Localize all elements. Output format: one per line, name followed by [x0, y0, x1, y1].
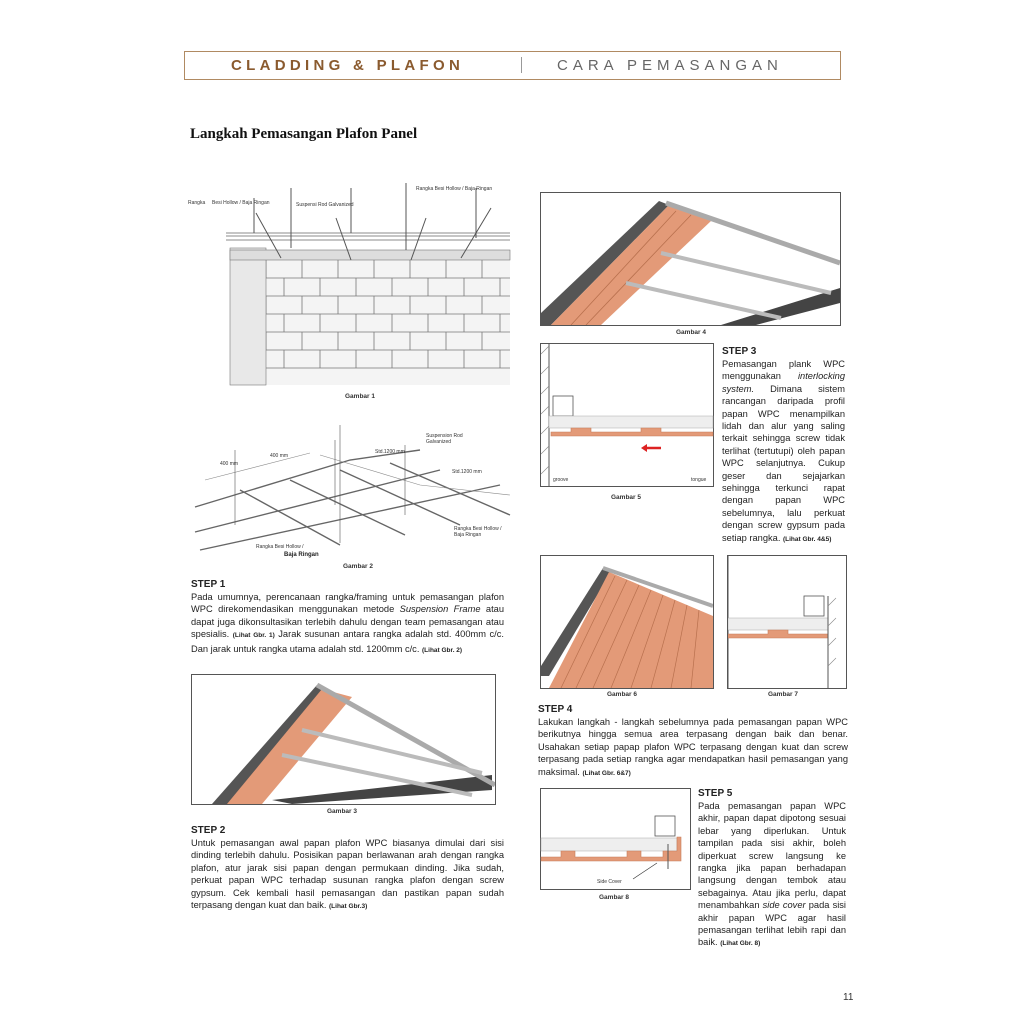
label-galvanized: Galvanized	[426, 439, 452, 445]
dim-400-1: 400 mm	[220, 461, 239, 467]
caption-gambar-2: Gambar 2	[343, 563, 373, 570]
label-tongue: tongue	[691, 477, 707, 483]
step-3-text	[722, 346, 845, 546]
caption-gambar-5: Gambar 5	[611, 494, 641, 501]
figure-8-side-cover	[540, 788, 691, 890]
label-rangka-bottom: Rangka Besi Hollow /	[256, 544, 304, 550]
step-1-ref-2: (Lihat Gbr. 2)	[422, 646, 463, 654]
label-besi-hollow: Besi Hollow / Baja Ringan	[212, 200, 270, 206]
dim-400-2: 400 mm	[270, 453, 289, 459]
step-1-ref-1: (Lihat Gbr. 1)	[232, 632, 275, 640]
step-5-body-2: pada sisi akhir papan WPC agar hasil pemasangan terlihat lebih rapi dan baik.	[698, 900, 846, 948]
step-1-body-3: Jarak susunan antara rangka adalah std. 400mm c/c. Dan jarak untuk rangka utama adalah std. 1200mm c/c.	[191, 629, 504, 654]
step-5-text	[698, 788, 846, 951]
dim-1200-1: Std.1200 mm	[375, 449, 405, 455]
figure-2-frame-grid	[190, 425, 515, 560]
page-number: 11	[843, 992, 854, 1003]
step-5-ref: (Lihat Gbr. 8)	[720, 940, 761, 948]
caption-gambar-8: Gambar 8	[599, 894, 629, 901]
label-suspension-rod: Suspension Rod	[426, 433, 463, 439]
figure-4-interlocking-planks	[540, 192, 841, 326]
step-1-heading: STEP 1	[191, 579, 226, 590]
step-4-text	[538, 704, 848, 780]
figure-5-tongue-groove-section	[540, 343, 714, 487]
figure-6-completed-planks	[540, 555, 714, 689]
caption-gambar-4: Gambar 4	[676, 329, 706, 336]
label-groove: groove	[553, 477, 569, 483]
label-baja-ringan-bottom: Baja Ringan	[284, 552, 319, 558]
step-2-heading: STEP 2	[191, 825, 226, 836]
label-rangka-right: Rangka Besi Hollow / Baja Ringan	[416, 186, 493, 192]
step-2-text	[191, 825, 504, 913]
step-4-ref: (Lihat Gbr. 6&7)	[582, 769, 631, 777]
dim-1200-2: Std.1200 mm	[452, 469, 482, 475]
step-3-ref: (Lihat Gbr. 4&5)	[782, 535, 832, 543]
header-section-title: CLADDING & PLAFON	[231, 57, 465, 74]
header-divider	[521, 57, 522, 73]
label-rangka-right: Rangka Besi Hollow /	[454, 526, 502, 532]
figure-7-section-detail	[727, 555, 847, 689]
step-3-body-1: Pemasangan plank WPC menggunakan	[722, 359, 845, 382]
step-5-body-1: Pada pemasangan papan WPC akhir, papan dapat dipotong sesuai lebar yang diperlukan. Untuk tampilan pada sisi akhir, boleh diperkuat screw langsung ke rangka jika papan berhadapan langsung dengan tembok atau sebagainya. Atau jika perlu, dapat menambahkan	[698, 801, 846, 911]
step-4-heading: STEP 4	[538, 704, 573, 715]
figure-3-first-plank	[191, 674, 496, 805]
label-suspensi-rod: Suspensi Rod Galvanized	[296, 202, 354, 208]
step-2-body: Untuk pemasangan awal papan plafon WPC biasanya dimulai dari sisi dinding terlebih dahulu. Posisikan papan berlawanan arah dengan rangka plafon, atur jarak sisi papan dengan permukaan dinding. Jika sudah, perkuat papan WPC terhadap susunan rangka plafon dengan screw gypsum. Cek kembali hasil pemasangan dan pastikan papan sudah terpasang dengan kuat dan baik.	[191, 838, 504, 911]
page-title: Langkah Pemasangan Plafon Panel	[190, 126, 418, 142]
step-1-body-1: Pada umumnya, perencanaan rangka/framing untuk pemasangan plafon WPC direkomendasikan menggunakan metode	[191, 592, 504, 615]
step-1-emphasis: Suspension Frame	[399, 604, 481, 615]
label-side-cover: Side Cover	[597, 879, 622, 885]
step-4-body: Lakukan langkah - langkah sebelumnya pada pemasangan papan WPC berikutnya hingga semua area terpasang dengan baik dan benar. Usahakan setiap papap plafon WPC terpasang dengan kuat dan screw terpasang pada setiap rangka agar mendapatkan hasil pemasangan yang maksimal.	[538, 717, 848, 777]
caption-gambar-3: Gambar 3	[327, 808, 357, 815]
step-3-heading: STEP 3	[722, 346, 757, 357]
step-2-ref: (Lihat Gbr.3)	[329, 903, 368, 911]
label-rangka: Rangka	[188, 200, 206, 206]
page-header	[184, 51, 841, 80]
step-5-heading: STEP 5	[698, 788, 733, 799]
step-5-emphasis: side cover	[762, 900, 806, 911]
step-1-text	[191, 579, 504, 657]
caption-gambar-6: Gambar 6	[607, 691, 637, 698]
step-1-body-2: atau dapat juga dikonsultasikan terlebih dahulu dengan team pemasangan atau spesialis.	[191, 604, 504, 640]
step-3-emphasis: interlocking system.	[722, 371, 845, 394]
figure-1-ceiling-frame-elevation	[186, 178, 510, 385]
caption-gambar-7: Gambar 7	[768, 691, 798, 698]
caption-gambar-1: Gambar 1	[345, 393, 375, 400]
label-baja-ringan-right: Baja Ringan	[454, 532, 482, 538]
step-3-body-2: Dimana sistem rancangan daripada profil papan WPC menampilkan lidah dan alur yang saling terkait sehingga screw tidak terlihat (tertutupi) oleh papan WPC selanjutnya. Cukup geser dan sejajarkan sehingga terkunci rapat dengan papan WPC sebelumnya, lalu perkuat dengan screw gypsum pada setiap rangka.	[722, 383, 845, 543]
header-chapter-title: CARA PEMASANGAN	[557, 57, 783, 74]
